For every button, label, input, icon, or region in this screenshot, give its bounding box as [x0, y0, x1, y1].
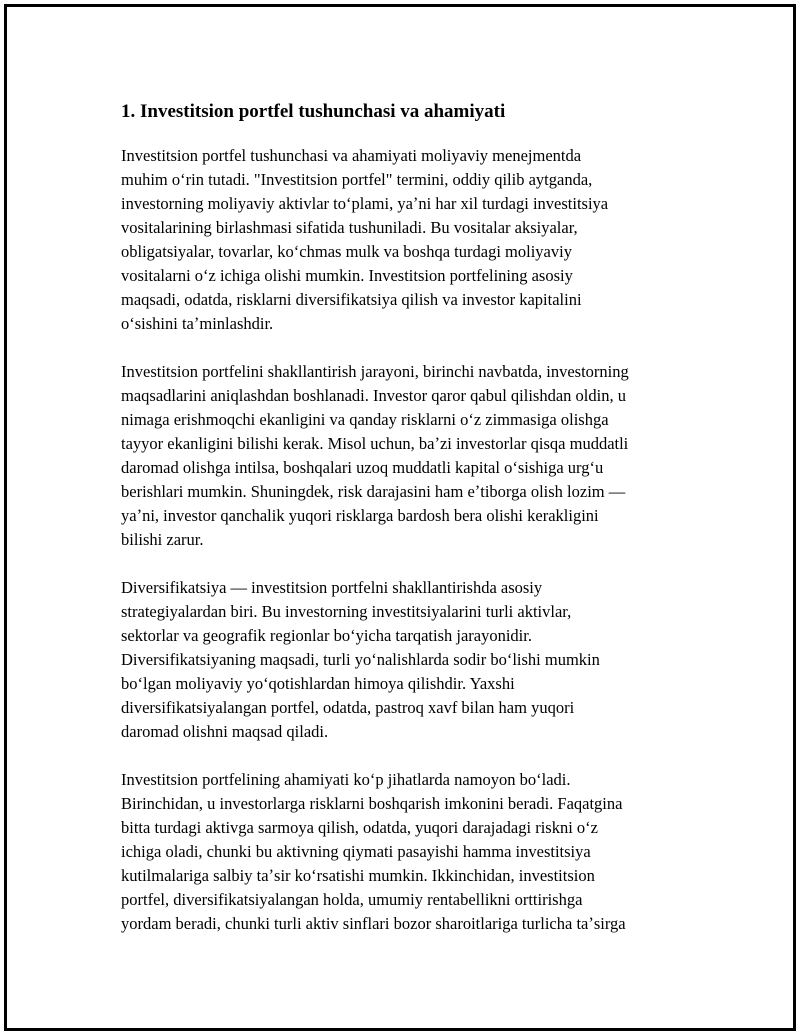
- paragraph-line: yordam beradi, chunki turli aktiv sinflari bozor sharoitlariga turlicha taʼsirga: [121, 914, 626, 933]
- paragraph-line: nimaga erishmoqchi ekanligini va qanday risklarni oʻz zimmasiga olishga: [121, 410, 609, 429]
- paragraph-line: daromad olishga intilsa, boshqalari uzoq muddatli kapital oʻsishiga urgʻu: [121, 458, 604, 477]
- paragraph-3: [121, 576, 701, 744]
- document-body: [121, 99, 701, 960]
- paragraph-4: [121, 768, 701, 936]
- paragraph-line: vositalarining birlashmasi sifatida tushuniladi. Bu vositalar aksiyalar,: [121, 218, 578, 237]
- paragraph-line: berishlari mumkin. Shuningdek, risk darajasini ham eʼtiborga olish lozim —: [121, 482, 626, 501]
- paragraph-line: kutilmalariga salbiy taʼsir koʻrsatishi mumkin. Ikkinchidan, investitsion: [121, 866, 595, 885]
- paragraph-line: Investitsion portfelini shakllantirish jarayoni, birinchi navbatda, investorning: [121, 362, 629, 381]
- paragraph-line: investorning moliyaviy aktivlar toʻplami, yaʼni har xil turdagi investitsiya: [121, 194, 609, 213]
- paragraph-line: vositalarni oʻz ichiga olishi mumkin. Investitsion portfelining asosiy: [121, 266, 573, 285]
- paragraph-line: daromad olishni maqsad qiladi.: [121, 722, 329, 741]
- paragraph-line: bitta turdagi aktivga sarmoya qilish, odatda, yuqori darajadagi riskni oʻz: [121, 818, 598, 837]
- paragraph-line: Investitsion portfel tushunchasi va ahamiyati moliyaviy menejmentda: [121, 146, 582, 165]
- paragraph-2: [121, 360, 701, 552]
- paragraph-line: ichiga oladi, chunki bu aktivning qiymati pasayishi hamma investitsiya: [121, 842, 591, 861]
- paragraph-line: sektorlar va geografik regionlar boʻyicha tarqatish jarayonidir.: [121, 626, 532, 645]
- paragraph-line: diversifikatsiyalangan portfel, odatda, pastroq xavf bilan ham yuqori: [121, 698, 575, 717]
- paragraph-line: tayyor ekanligini bilishi kerak. Misol uchun, baʼzi investorlar qisqa muddatli: [121, 434, 629, 453]
- document-page: [4, 4, 796, 1031]
- paragraph-line: maqsadlarini aniqlashdan boshlanadi. Investor qaror qabul qilishdan oldin, u: [121, 386, 626, 405]
- paragraph-line: Birinchidan, u investorlarga risklarni boshqarish imkonini beradi. Faqatgina: [121, 794, 623, 813]
- paragraph-line: oʻsishini taʼminlashdir.: [121, 314, 274, 333]
- paragraph-line: Diversifikatsiyaning maqsadi, turli yoʻnalishlarda sodir boʻlishi mumkin: [121, 650, 600, 669]
- paragraph-line: obligatsiyalar, tovarlar, koʻchmas mulk va boshqa turdagi moliyaviy: [121, 242, 572, 261]
- paragraph-line: portfel, diversifikatsiyalangan holda, umumiy rentabellikni orttirishga: [121, 890, 583, 909]
- paragraph-line: strategiyalardan biri. Bu investorning investitsiyalarini turli aktivlar,: [121, 602, 572, 621]
- paragraph-line: bilishi zarur.: [121, 530, 204, 549]
- paragraph-line: boʻlgan moliyaviy yoʻqotishlardan himoya qilishdir. Yaxshi: [121, 674, 515, 693]
- paragraph-line: Investitsion portfelining ahamiyati koʻp jihatlarda namoyon boʻladi.: [121, 770, 571, 789]
- paragraph-line: Diversifikatsiya — investitsion portfelni shakllantirishda asosiy: [121, 578, 543, 597]
- section-heading: 1. Investitsion portfel tushunchasi va ahamiyati: [121, 101, 506, 122]
- paragraph-1: [121, 144, 701, 336]
- paragraph-line: maqsadi, odatda, risklarni diversifikatsiya qilish va investor kapitalini: [121, 290, 582, 309]
- paragraph-line: muhim oʻrin tutadi. "Investitsion portfel" termini, oddiy qilib aytganda,: [121, 170, 593, 189]
- paragraph-line: yaʼni, investor qanchalik yuqori risklarga bardosh bera olishi kerakligini: [121, 506, 599, 525]
